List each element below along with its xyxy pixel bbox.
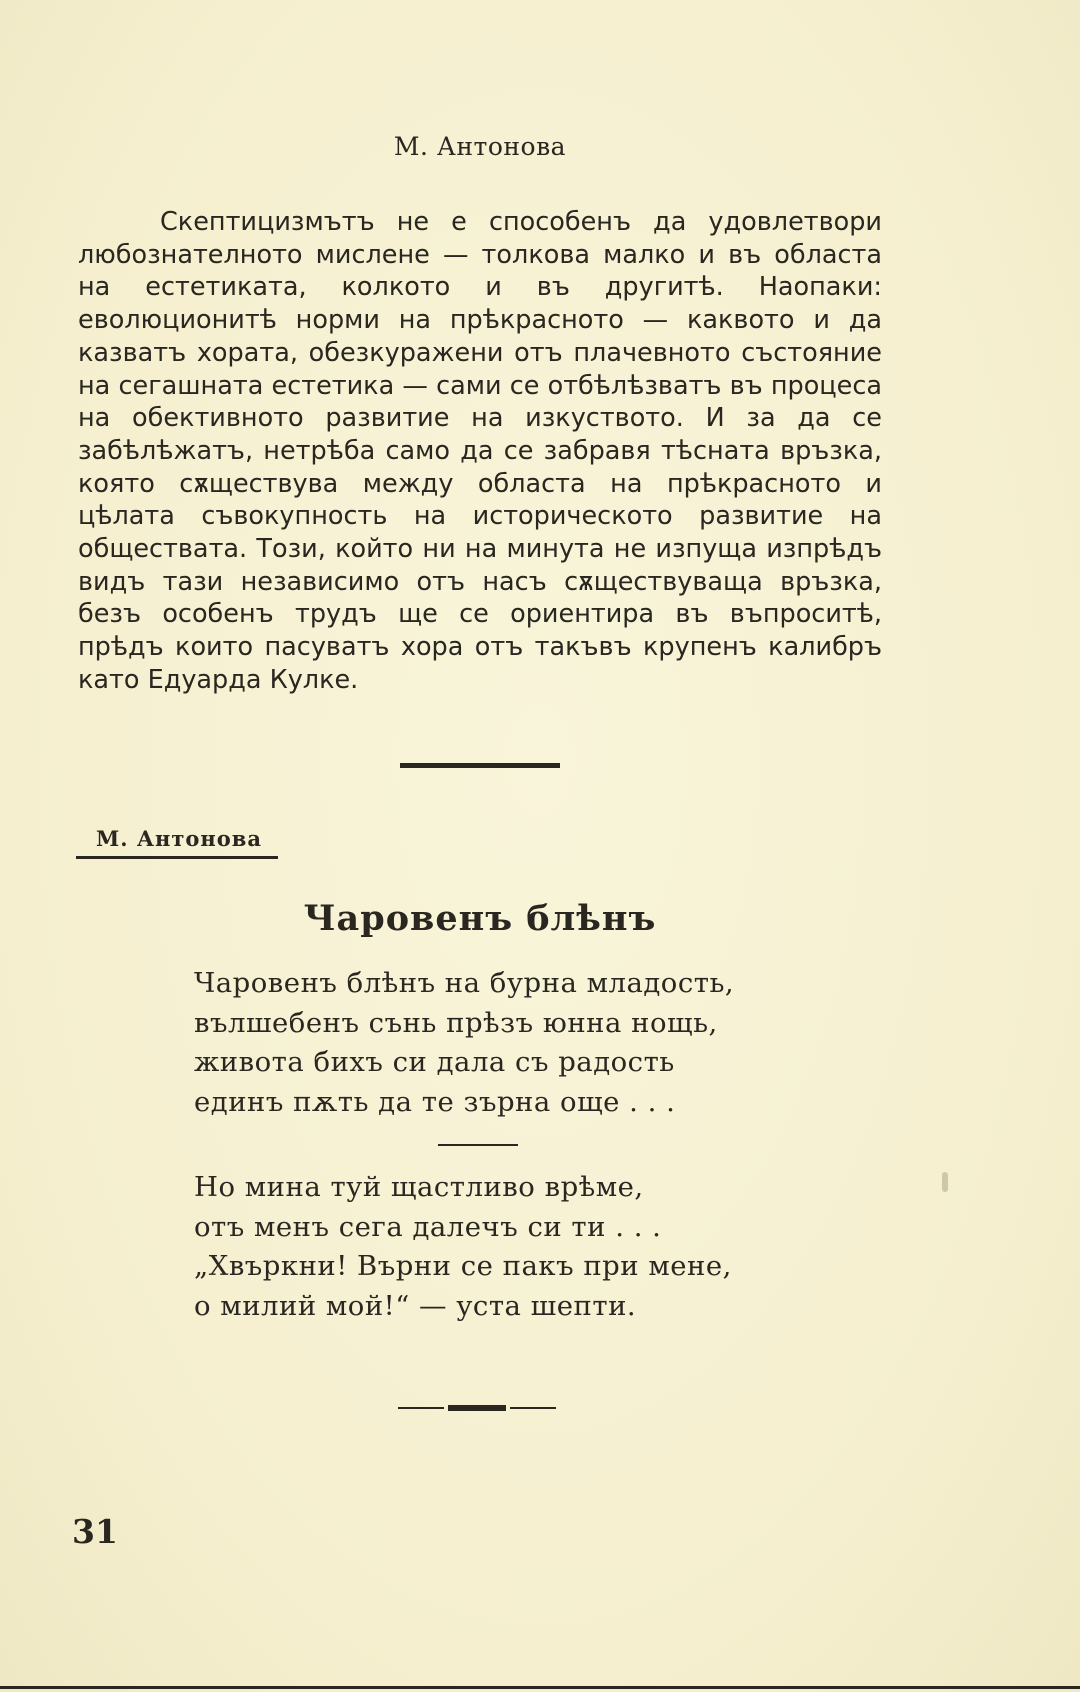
ornament-bar	[448, 1405, 506, 1411]
poem-line: живота бихъ си дала съ радость	[194, 1046, 675, 1078]
poem-line: Чаровенъ блѣнъ на бурна младость,	[194, 967, 735, 999]
poem-stanza-1	[194, 964, 834, 1122]
section-divider	[400, 763, 560, 768]
poem-line: единъ пѫть да те зърна още . . .	[194, 1085, 676, 1118]
prose-paragraph: Скептицизмътъ не е способенъ да удовлетвори любознателното мислене — толкова малко и въ областа на естетиката, колкото и въ другитѣ. Наопаки: еволюционитѣ норми на прѣкрасното — каквото и да казватъ хората, обезкуражени отъ плачевното състояние на сегашната естетика — сами се отбѣлѣзватъ въ процеса на обективното развитие на изкуството. И за да се забѣлѣжатъ, нетрѣба само да се забравя тѣсната връзка, която сѫществува между областа на прѣкрасното и цѣлата съвокупность на историческото развитие на обществата. Този, който ни на минута не изпуща изпрѣдъ видъ тази независимо отъ насъ сѫществуваща връзка, безъ особенъ трудъ ще се ориентира въ въпроситѣ, прѣдъ които пасуватъ хора отъ такъвъ крупенъ калибръ като Едуарда Кулке.	[78, 207, 882, 695]
ornament-line-left	[398, 1407, 444, 1409]
ornament-line-right	[510, 1407, 556, 1409]
author-underline	[76, 856, 278, 859]
page-number: 31	[72, 1512, 118, 1551]
poem-stanza-2	[194, 1168, 834, 1326]
running-head: М. Антонова	[393, 132, 567, 161]
poem-title: Чаровенъ блѣнъ	[303, 898, 657, 939]
poem-line: Но мина туй щастливо врѣме,	[194, 1171, 644, 1203]
page-edge	[0, 1686, 1080, 1689]
poem-line: „Хвъркни! Върни се пакъ при мене,	[194, 1250, 732, 1282]
poem-line: вълшебенъ сънь прѣзъ юнна нощь,	[194, 1006, 718, 1039]
end-ornament	[398, 1404, 556, 1412]
poem-line: отъ менъ сега далечъ си ти . . .	[194, 1210, 662, 1243]
paper-smudge	[942, 1172, 948, 1192]
stanza-divider	[438, 1144, 518, 1146]
poem-line: о милий мой!“ — уста шепти.	[194, 1289, 637, 1322]
poem-author: М. Антонова	[96, 826, 262, 851]
